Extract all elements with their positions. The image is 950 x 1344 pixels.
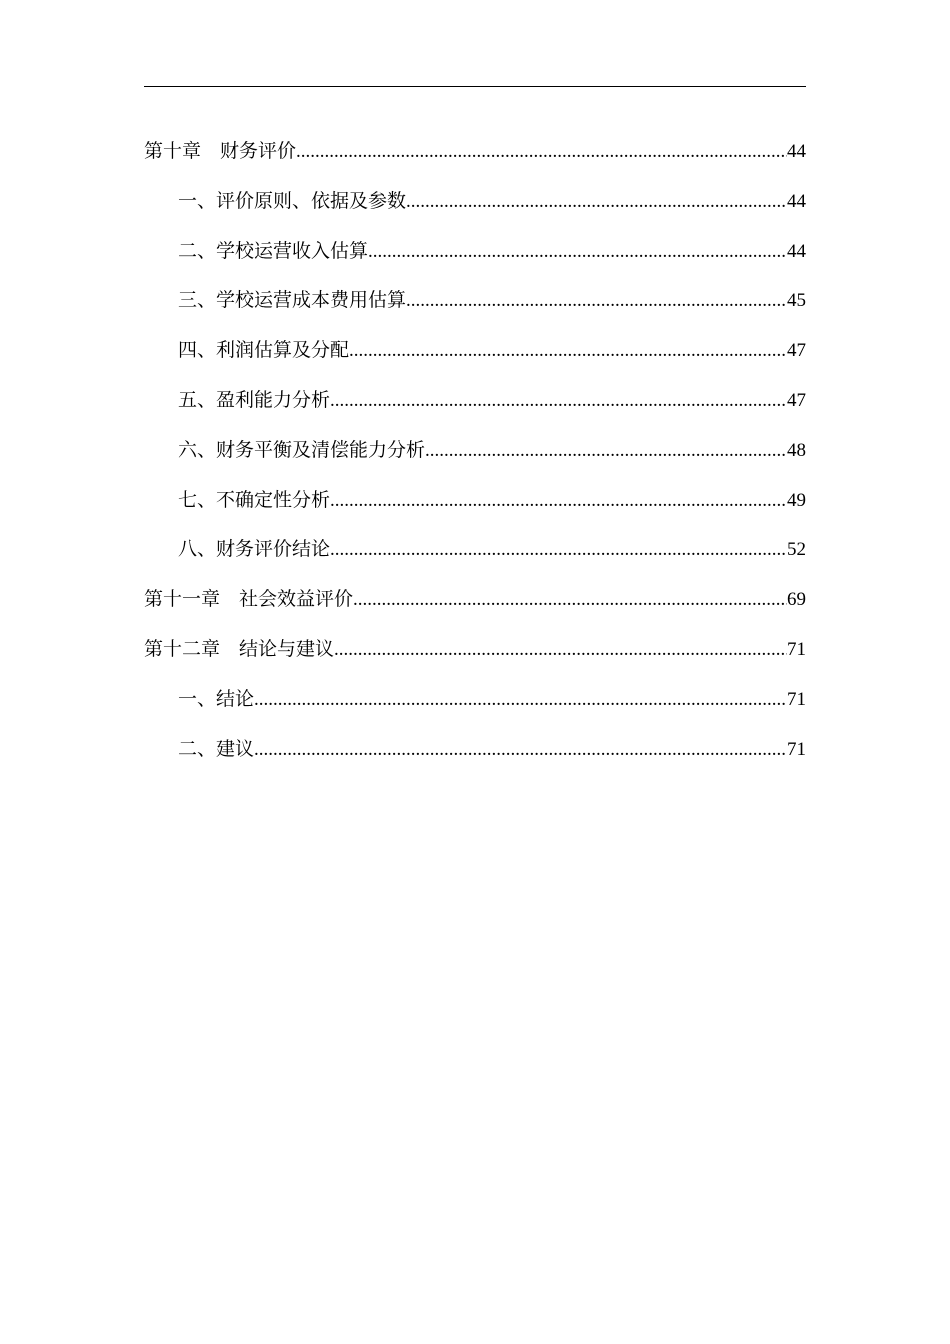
toc-dot-leader	[349, 332, 787, 370]
toc-entry-title: 二、建议	[178, 737, 255, 760]
toc-entry-title: 第十二章 结论与建议	[144, 637, 335, 660]
toc-entry-title: 第十一章 社会效益评价	[144, 588, 354, 611]
toc-page-number: 69	[787, 589, 806, 611]
toc-entry[interactable]	[144, 232, 806, 282]
toc-entry-title: 八、财务评价结论	[178, 538, 331, 561]
toc-entry[interactable]	[144, 630, 806, 680]
toc-page-number: 47	[787, 389, 806, 411]
toc-entry[interactable]	[144, 331, 806, 381]
toc-page-number: 71	[787, 688, 806, 710]
toc-entry[interactable]	[144, 481, 806, 531]
toc-entry[interactable]	[144, 680, 806, 730]
toc-page-number: 44	[787, 141, 806, 162]
toc-entry[interactable]	[144, 381, 806, 431]
toc-entry-title: 六、财务平衡及清偿能力分析	[178, 438, 426, 461]
toc-dot-leader	[330, 531, 787, 569]
table-of-contents	[144, 132, 806, 779]
toc-page-number: 47	[787, 340, 806, 362]
toc-dot-leader	[406, 282, 787, 320]
toc-dot-leader	[330, 382, 787, 420]
toc-entry[interactable]	[144, 530, 806, 580]
toc-dot-leader	[425, 432, 787, 470]
toc-entry[interactable]	[144, 281, 806, 331]
toc-entry[interactable]	[144, 431, 806, 481]
toc-page-number: 49	[787, 489, 806, 511]
toc-dot-leader	[353, 581, 787, 619]
toc-entry-title: 一、结论	[178, 687, 255, 710]
toc-dot-leader	[296, 133, 787, 171]
toc-dot-leader	[368, 233, 787, 271]
toc-page-number: 71	[787, 638, 806, 660]
toc-entry[interactable]	[144, 182, 806, 232]
toc-page-number: 71	[787, 738, 806, 760]
toc-page-number: 52	[787, 539, 806, 561]
toc-entry-title: 二、学校运营收入估算	[178, 239, 369, 262]
toc-dot-leader	[254, 681, 787, 719]
toc-page-number: 44	[787, 190, 806, 212]
toc-entry-title: 三、学校运营成本费用估算	[178, 289, 407, 312]
header-rule	[144, 86, 806, 87]
toc-dot-leader	[254, 731, 787, 769]
toc-entry-title: 第十章 财务评价	[144, 140, 297, 162]
toc-dot-leader	[406, 183, 787, 221]
toc-entry-title: 四、利润估算及分配	[178, 339, 350, 362]
toc-dot-leader	[330, 482, 787, 520]
toc-page-number: 45	[787, 290, 806, 312]
toc-entry[interactable]	[144, 730, 806, 780]
toc-entry-title: 一、评价原则、依据及参数	[178, 189, 407, 212]
toc-page-number: 44	[787, 240, 806, 262]
toc-entry[interactable]	[144, 580, 806, 630]
toc-entry[interactable]	[144, 132, 806, 182]
toc-page-number: 48	[787, 439, 806, 461]
toc-entry-title: 七、不确定性分析	[178, 488, 331, 511]
toc-entry-title: 五、盈利能力分析	[178, 388, 331, 411]
toc-dot-leader	[334, 631, 787, 669]
